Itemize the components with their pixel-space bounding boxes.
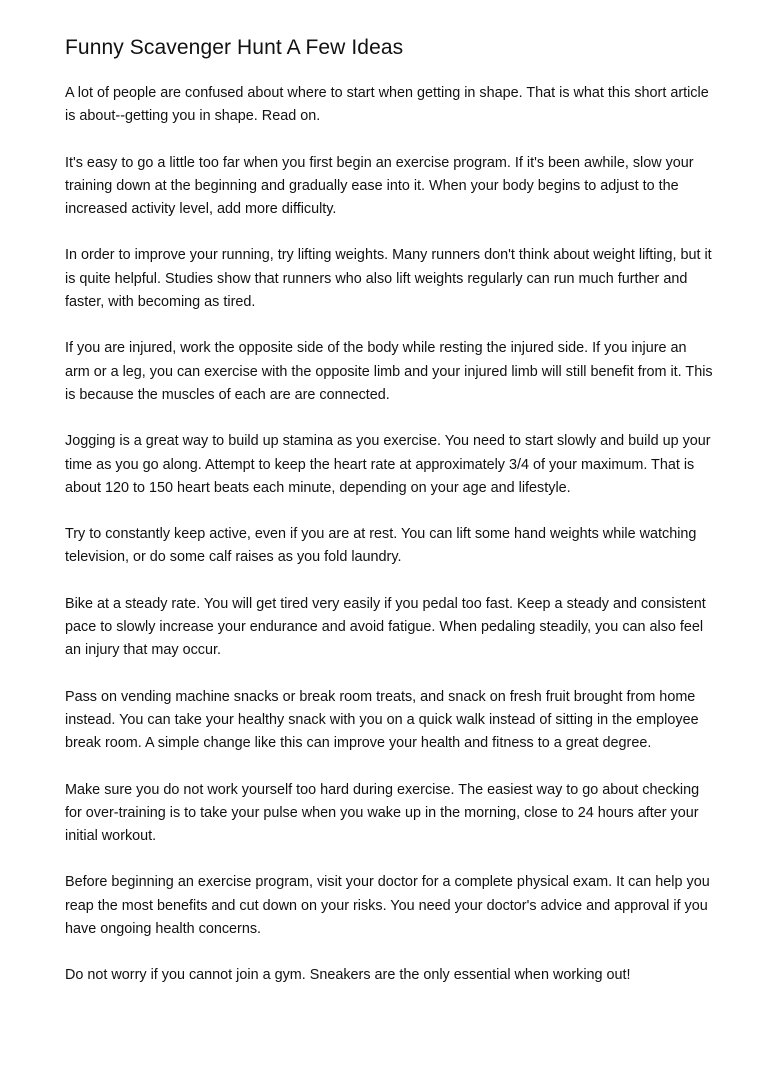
paragraph: Bike at a steady rate. You will get tired very easily if you pedal too fast. Keep a steady and consistent pace to slowly increase your endurance and avoid fatigue. When pedaling steadily, you can also feel an injury that may occur. (65, 595, 706, 659)
paragraph: A lot of people are confused about where to start when getting in shape. That is what this short article is about--getting you in shape. Read on. (65, 85, 709, 125)
paragraph: If you are injured, work the opposite side of the body while resting the injured side. If you injure an arm or a leg, you can exercise with the opposite limb and your injured limb will still benefit from it. This is because the muscles of each are are connected. (65, 340, 713, 403)
paragraph: Make sure you do not work yourself too hard during exercise. The easiest way to go about checking for over-training is to take your pulse when you wake up in the morning, close to 24 hours after your initial workout. (65, 781, 700, 845)
paragraph: Jogging is a great way to build up stamina as you exercise. You need to start slowly and build up your time as you go along. Attempt to keep the heart rate at approximately 3/4 of your maximum. That is about 120 to 150 heart beats each minute, depending on your age and lifestyle. (65, 433, 711, 496)
paragraph: Do not worry if you cannot join a gym. Sneakers are the only essential when working out! (65, 967, 631, 984)
paragraph: Before beginning an exercise program, visit your doctor for a complete physical exam. It can help you reap the most benefits and cut down on your risks. You need your doctor's advice and approval if you have ongoing health concerns. (65, 874, 710, 938)
document-page (65, 34, 715, 1011)
paragraph: In order to improve your running, try lifting weights. Many runners don't think about weight lifting, but it is quite helpful. Studies show that runners who also lift weights regularly can run much further and faster, with becoming as tired. (65, 247, 712, 311)
page-title: Funny Scavenger Hunt A Few Ideas (65, 36, 404, 59)
paragraph: Try to constantly keep active, even if you are at rest. You can lift some hand weights while watching television, or do some calf raises as you fold laundry. (65, 526, 697, 566)
paragraph: Pass on vending machine snacks or break room treats, and snack on fresh fruit brought from home instead. You can take your healthy snack with you on a quick walk instead of sitting in the employee break room. A simple change like this can improve your health and fitness to a great degree. (65, 688, 699, 752)
paragraph: It's easy to go a little too far when you first begin an exercise program. If it's been awhile, slow your training down at the beginning and gradually ease into it. When your body begins to adjust to the increased activity level, add more difficulty. (65, 154, 694, 218)
